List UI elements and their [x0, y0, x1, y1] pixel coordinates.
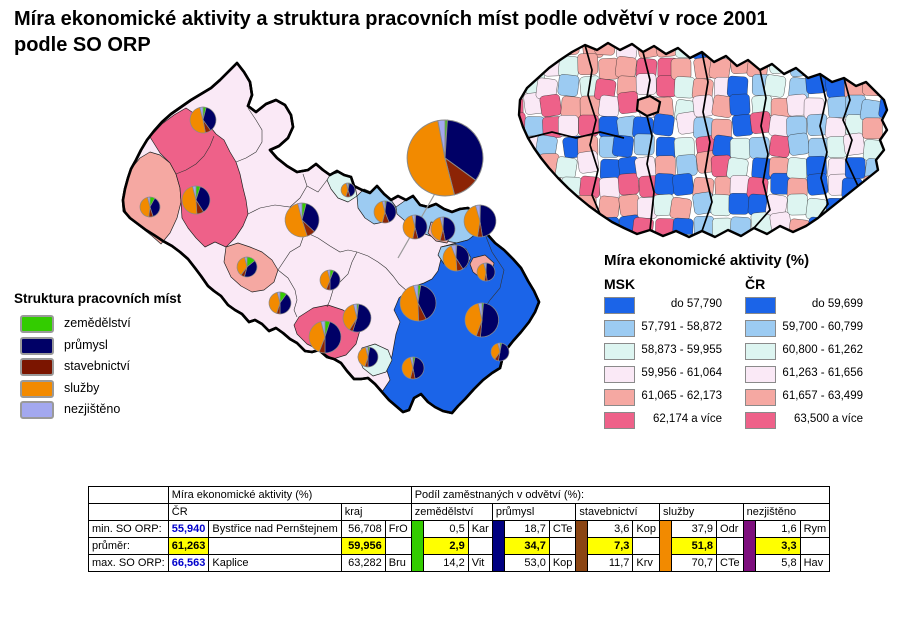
cz-district-cell	[504, 34, 526, 57]
cz-district-cell	[522, 234, 543, 256]
col-header-sector: stavebnictví	[576, 504, 660, 521]
praha-region	[637, 96, 660, 116]
cz-district-cell	[787, 194, 807, 215]
sector-orp-abbr	[717, 538, 744, 555]
legend-label: 59,956 - 61,064	[641, 367, 722, 379]
cz-district-cell	[615, 56, 637, 79]
activity-class-swatch	[745, 389, 776, 406]
sector-value: 3,6	[588, 521, 633, 538]
sector-orp-abbr: Kop	[549, 555, 576, 572]
nezjisteno-swatch	[20, 401, 54, 419]
sector-orp-abbr	[549, 538, 576, 555]
cz-minimap	[498, 33, 900, 262]
activity-legend	[598, 250, 878, 425]
sluzby-swatch	[660, 521, 672, 572]
cz-district-cell	[881, 172, 900, 195]
pie-chart-p20	[309, 321, 341, 353]
stavebnictvi-swatch	[20, 358, 54, 376]
stavebnictvi-swatch	[576, 521, 588, 572]
cz-district-cell	[827, 56, 849, 79]
legend-column-msk: MSK	[604, 276, 636, 292]
cz-district-cell	[886, 197, 900, 219]
kraj-orp-abbr: FrO	[385, 521, 411, 538]
cz-district-cell	[881, 155, 900, 178]
col-header-sector: zemědělství	[411, 504, 492, 521]
cz-district-cell	[885, 133, 900, 157]
sector-value: 2,9	[423, 538, 468, 555]
cz-district-cell	[883, 214, 900, 235]
cr-value: 61,263	[168, 538, 209, 555]
cz-district-cell	[558, 33, 580, 56]
pie-chart-p09	[431, 217, 455, 241]
sector-orp-abbr: Odr	[717, 521, 744, 538]
cz-district-cell	[676, 154, 698, 177]
activity-class-swatch	[745, 343, 776, 360]
cz-district-cell	[752, 35, 772, 56]
pie-slice-průmysl	[480, 205, 496, 237]
cz-district-cell	[845, 158, 865, 179]
pie-chart-p12	[477, 263, 495, 281]
sector-value: 37,9	[672, 521, 717, 538]
legend-label: 61,657 - 63,499	[782, 390, 863, 402]
job-structure-legend	[14, 291, 204, 416]
sector-orp-abbr: Hav	[800, 555, 830, 572]
sector-value: 7,3	[588, 538, 633, 555]
page-title: Míra ekonomické aktivity a struktura pracovních míst podle odvětví v roce 2001 podle SO ORP	[14, 8, 768, 56]
row-label: průměr:	[89, 538, 169, 555]
legend-label: 60,800 - 61,262	[782, 344, 863, 356]
sector-orp-abbr: CTe	[717, 555, 744, 572]
cz-district-cell	[599, 177, 620, 199]
legend-label: zemědělství	[64, 316, 131, 330]
table-row	[89, 504, 830, 521]
legend-label: služby	[64, 380, 100, 395]
cz-district-cell	[502, 173, 523, 195]
cz-district-cell	[519, 53, 540, 75]
cz-district-cell	[618, 173, 640, 195]
kraj-value: 63,282	[341, 555, 385, 572]
cz-district-cell	[505, 112, 526, 134]
cr-orp-name	[209, 538, 341, 555]
legend-label: 57,791 - 58,872	[641, 321, 722, 333]
kraj-orp-abbr	[385, 538, 411, 555]
activity-class-swatch	[745, 412, 776, 429]
cz-district-cell	[558, 115, 578, 136]
cz-district-cell	[520, 176, 541, 198]
cz-district-cell	[862, 74, 883, 96]
cz-district-cell	[505, 215, 526, 237]
pie-chart-p03	[182, 186, 210, 214]
table-row	[89, 538, 830, 555]
cz-district-cell	[766, 35, 786, 56]
pie-chart-p15	[491, 343, 509, 361]
pie-chart-p14	[465, 303, 499, 337]
zemedelstvi-swatch	[411, 521, 423, 572]
col-header-cr: ČR	[168, 504, 341, 521]
stats-table	[88, 486, 830, 572]
cz-district-cell	[827, 33, 848, 55]
sector-value: 34,7	[504, 538, 549, 555]
row-label: min. SO ORP:	[89, 521, 169, 538]
cr-value: 55,940	[168, 521, 209, 538]
cz-district-cell	[502, 76, 524, 99]
sector-orp-abbr: Kar	[468, 521, 492, 538]
table-cell	[89, 504, 169, 521]
activity-class-swatch	[745, 366, 776, 383]
legend-label: 63,500 a více	[793, 413, 863, 425]
activity-class-swatch	[604, 366, 635, 383]
cz-district-cell	[843, 132, 865, 155]
sector-orp-abbr: Vit	[468, 555, 492, 572]
cz-district-cell	[730, 138, 750, 159]
prumysl-swatch	[492, 521, 504, 572]
pie-chart-p10	[464, 205, 496, 237]
activity-class-swatch	[604, 343, 635, 360]
legend-label: 59,700 - 60,799	[782, 321, 863, 333]
sector-value: 11,7	[588, 555, 633, 572]
activity-class-swatch	[745, 320, 776, 337]
cz-district-cell	[561, 177, 582, 199]
cz-district-cell	[674, 76, 695, 98]
group-header-sectors: Podíl zaměstnaných v odvětví (%):	[411, 487, 830, 504]
cz-district-cell	[671, 58, 691, 79]
legend-label: stavebnictví	[64, 359, 131, 373]
kraj-value: 56,708	[341, 521, 385, 538]
cz-district-cell	[807, 114, 828, 136]
legend-title: Struktura pracovních míst	[14, 291, 182, 306]
cz-district-cell	[786, 157, 808, 180]
sector-orp-abbr	[633, 538, 660, 555]
msk-map	[123, 63, 539, 413]
legend-label: 61,263 - 61,656	[782, 367, 863, 379]
cz-district-cell	[636, 73, 656, 94]
cz-district-cell	[652, 113, 674, 136]
pie-chart-p02	[140, 197, 160, 217]
pie-chart-p08	[403, 215, 427, 239]
cz-district-cell	[500, 131, 523, 155]
table-row	[89, 487, 830, 504]
cz-district-cell	[656, 137, 677, 159]
pie-chart-p13-largest	[407, 120, 483, 196]
kraj-value: 59,956	[341, 538, 385, 555]
legend-label: do 57,790	[670, 298, 722, 310]
cz-district-cell	[557, 74, 579, 97]
cr-value: 66,563	[168, 555, 209, 572]
cz-district-cell	[860, 213, 883, 237]
sector-value: 0,5	[423, 521, 468, 538]
cz-district-cell	[729, 94, 750, 116]
cz-district-cell	[730, 33, 751, 55]
cz-district-cell	[787, 132, 810, 155]
cz-district-cell	[519, 158, 541, 181]
sector-orp-abbr: Kop	[633, 521, 660, 538]
cz-district-cell	[560, 96, 582, 119]
cz-district-cell	[655, 218, 675, 239]
cz-district-cell	[503, 54, 523, 75]
sector-orp-abbr: Rym	[800, 521, 830, 538]
cz-district-cell	[500, 197, 522, 219]
cz-district-cell	[729, 193, 749, 214]
cz-district-cell	[523, 214, 544, 236]
activity-class-swatch	[604, 412, 635, 429]
col-header-sector: služby	[660, 504, 744, 521]
cz-district-cell	[764, 74, 787, 98]
legend-label: 61,065 - 62,173	[641, 390, 722, 402]
cz-district-cell	[579, 176, 601, 199]
pie-chart-p19	[343, 304, 371, 332]
activity-class-swatch	[604, 297, 635, 314]
cz-district-cell	[541, 213, 562, 235]
pie-chart-p05	[237, 257, 257, 277]
row-label: max. SO ORP:	[89, 555, 169, 572]
cz-district-cell	[788, 54, 811, 78]
pie-chart-p04	[285, 203, 319, 237]
pie-chart-p07	[374, 201, 396, 223]
cz-district-cell	[559, 195, 580, 217]
activity-class-swatch	[604, 389, 635, 406]
cz-district-mosaic	[498, 33, 900, 262]
cz-district-cell	[844, 38, 865, 60]
pie-chart-p22	[320, 270, 340, 290]
legend-label: 58,873 - 59,955	[641, 344, 722, 356]
cz-district-cell	[842, 215, 865, 238]
group-header-activity: Míra ekonomické aktivity (%)	[168, 487, 411, 504]
cz-district-cell	[886, 117, 900, 138]
col-header-sector: průmysl	[492, 504, 576, 521]
pie-chart-p16	[400, 285, 436, 321]
sector-orp-abbr	[800, 538, 830, 555]
cz-district-cell	[575, 219, 597, 242]
sector-value: 51,8	[672, 538, 717, 555]
col-header-sector: nezjištěno	[743, 504, 830, 521]
cz-district-cell	[654, 173, 675, 195]
kraj-orp-abbr: Bru	[385, 555, 411, 572]
cz-district-cell	[807, 217, 829, 240]
cz-district-cell	[878, 75, 900, 99]
legend-label: průmysl	[64, 337, 108, 352]
cz-district-cell	[879, 35, 900, 58]
cz-district-cell	[558, 233, 579, 255]
cz-district-cell	[862, 118, 882, 139]
pie-chart-p11	[443, 245, 469, 271]
cz-district-cell	[501, 157, 522, 179]
activity-class-swatch	[745, 297, 776, 314]
nezjisteno-swatch	[743, 521, 755, 572]
cz-district-cell	[598, 95, 621, 119]
sluzby-swatch	[20, 380, 54, 398]
cz-district-cell	[672, 173, 694, 196]
col-header-kraj: kraj	[341, 504, 411, 521]
cz-district-cell	[521, 198, 541, 219]
sector-value: 53,0	[504, 555, 549, 572]
sector-value: 70,7	[672, 555, 717, 572]
zemedelstvi-swatch	[20, 315, 54, 333]
cz-district-cell	[563, 215, 585, 238]
cz-district-cell	[864, 194, 886, 217]
legend-label: nezjištěno	[64, 402, 121, 416]
cz-district-cell	[669, 197, 692, 221]
cz-district-cell	[845, 194, 867, 217]
cz-district-cell	[539, 94, 562, 118]
sector-value: 3,3	[755, 538, 800, 555]
legend-label: do 59,699	[811, 298, 863, 310]
sector-orp-abbr: CTe	[549, 521, 576, 538]
table-cell	[89, 487, 169, 504]
cz-district-cell	[805, 39, 827, 61]
legend-label: 62,174 a více	[652, 413, 722, 425]
table-row	[89, 555, 830, 572]
cz-district-cell	[823, 215, 843, 236]
legend-column-cr: ČR	[745, 276, 766, 292]
pie-chart-p18	[358, 347, 378, 367]
cz-district-cell	[540, 33, 561, 55]
table-row	[89, 521, 830, 538]
prumysl-swatch	[20, 337, 54, 355]
pie-chart-p21	[269, 292, 291, 314]
activity-class-swatch	[604, 320, 635, 337]
legend-title: Míra ekonomické aktivity (%)	[604, 252, 810, 269]
pie-chart-p06	[341, 183, 355, 197]
sector-value: 5,8	[755, 555, 800, 572]
cz-district-cell	[785, 35, 806, 57]
cz-district-cell	[862, 58, 884, 81]
cz-district-cell	[878, 96, 900, 119]
cz-district-cell	[555, 156, 578, 180]
cz-district-cell	[543, 195, 563, 216]
cz-district-cell	[520, 36, 542, 59]
cz-district-cell	[711, 194, 732, 216]
pie-chart-p17	[402, 357, 424, 379]
pie-chart-p01	[190, 107, 216, 133]
sector-orp-abbr: Krv	[633, 555, 660, 572]
sector-value: 1,6	[755, 521, 800, 538]
cz-district-cell	[860, 37, 883, 61]
cz-district-cell	[880, 239, 900, 262]
cr-orp-name: Kaplice	[209, 555, 341, 572]
sector-value: 14,2	[423, 555, 468, 572]
cz-district-cell	[807, 53, 828, 75]
cz-district-cell	[883, 58, 900, 80]
cz-district-cell	[842, 54, 863, 76]
cz-district-cell	[542, 233, 563, 255]
sector-orp-abbr	[468, 538, 492, 555]
sector-value: 18,7	[504, 521, 549, 538]
cr-orp-name: Bystřice nad Pernštejnem	[209, 521, 341, 538]
